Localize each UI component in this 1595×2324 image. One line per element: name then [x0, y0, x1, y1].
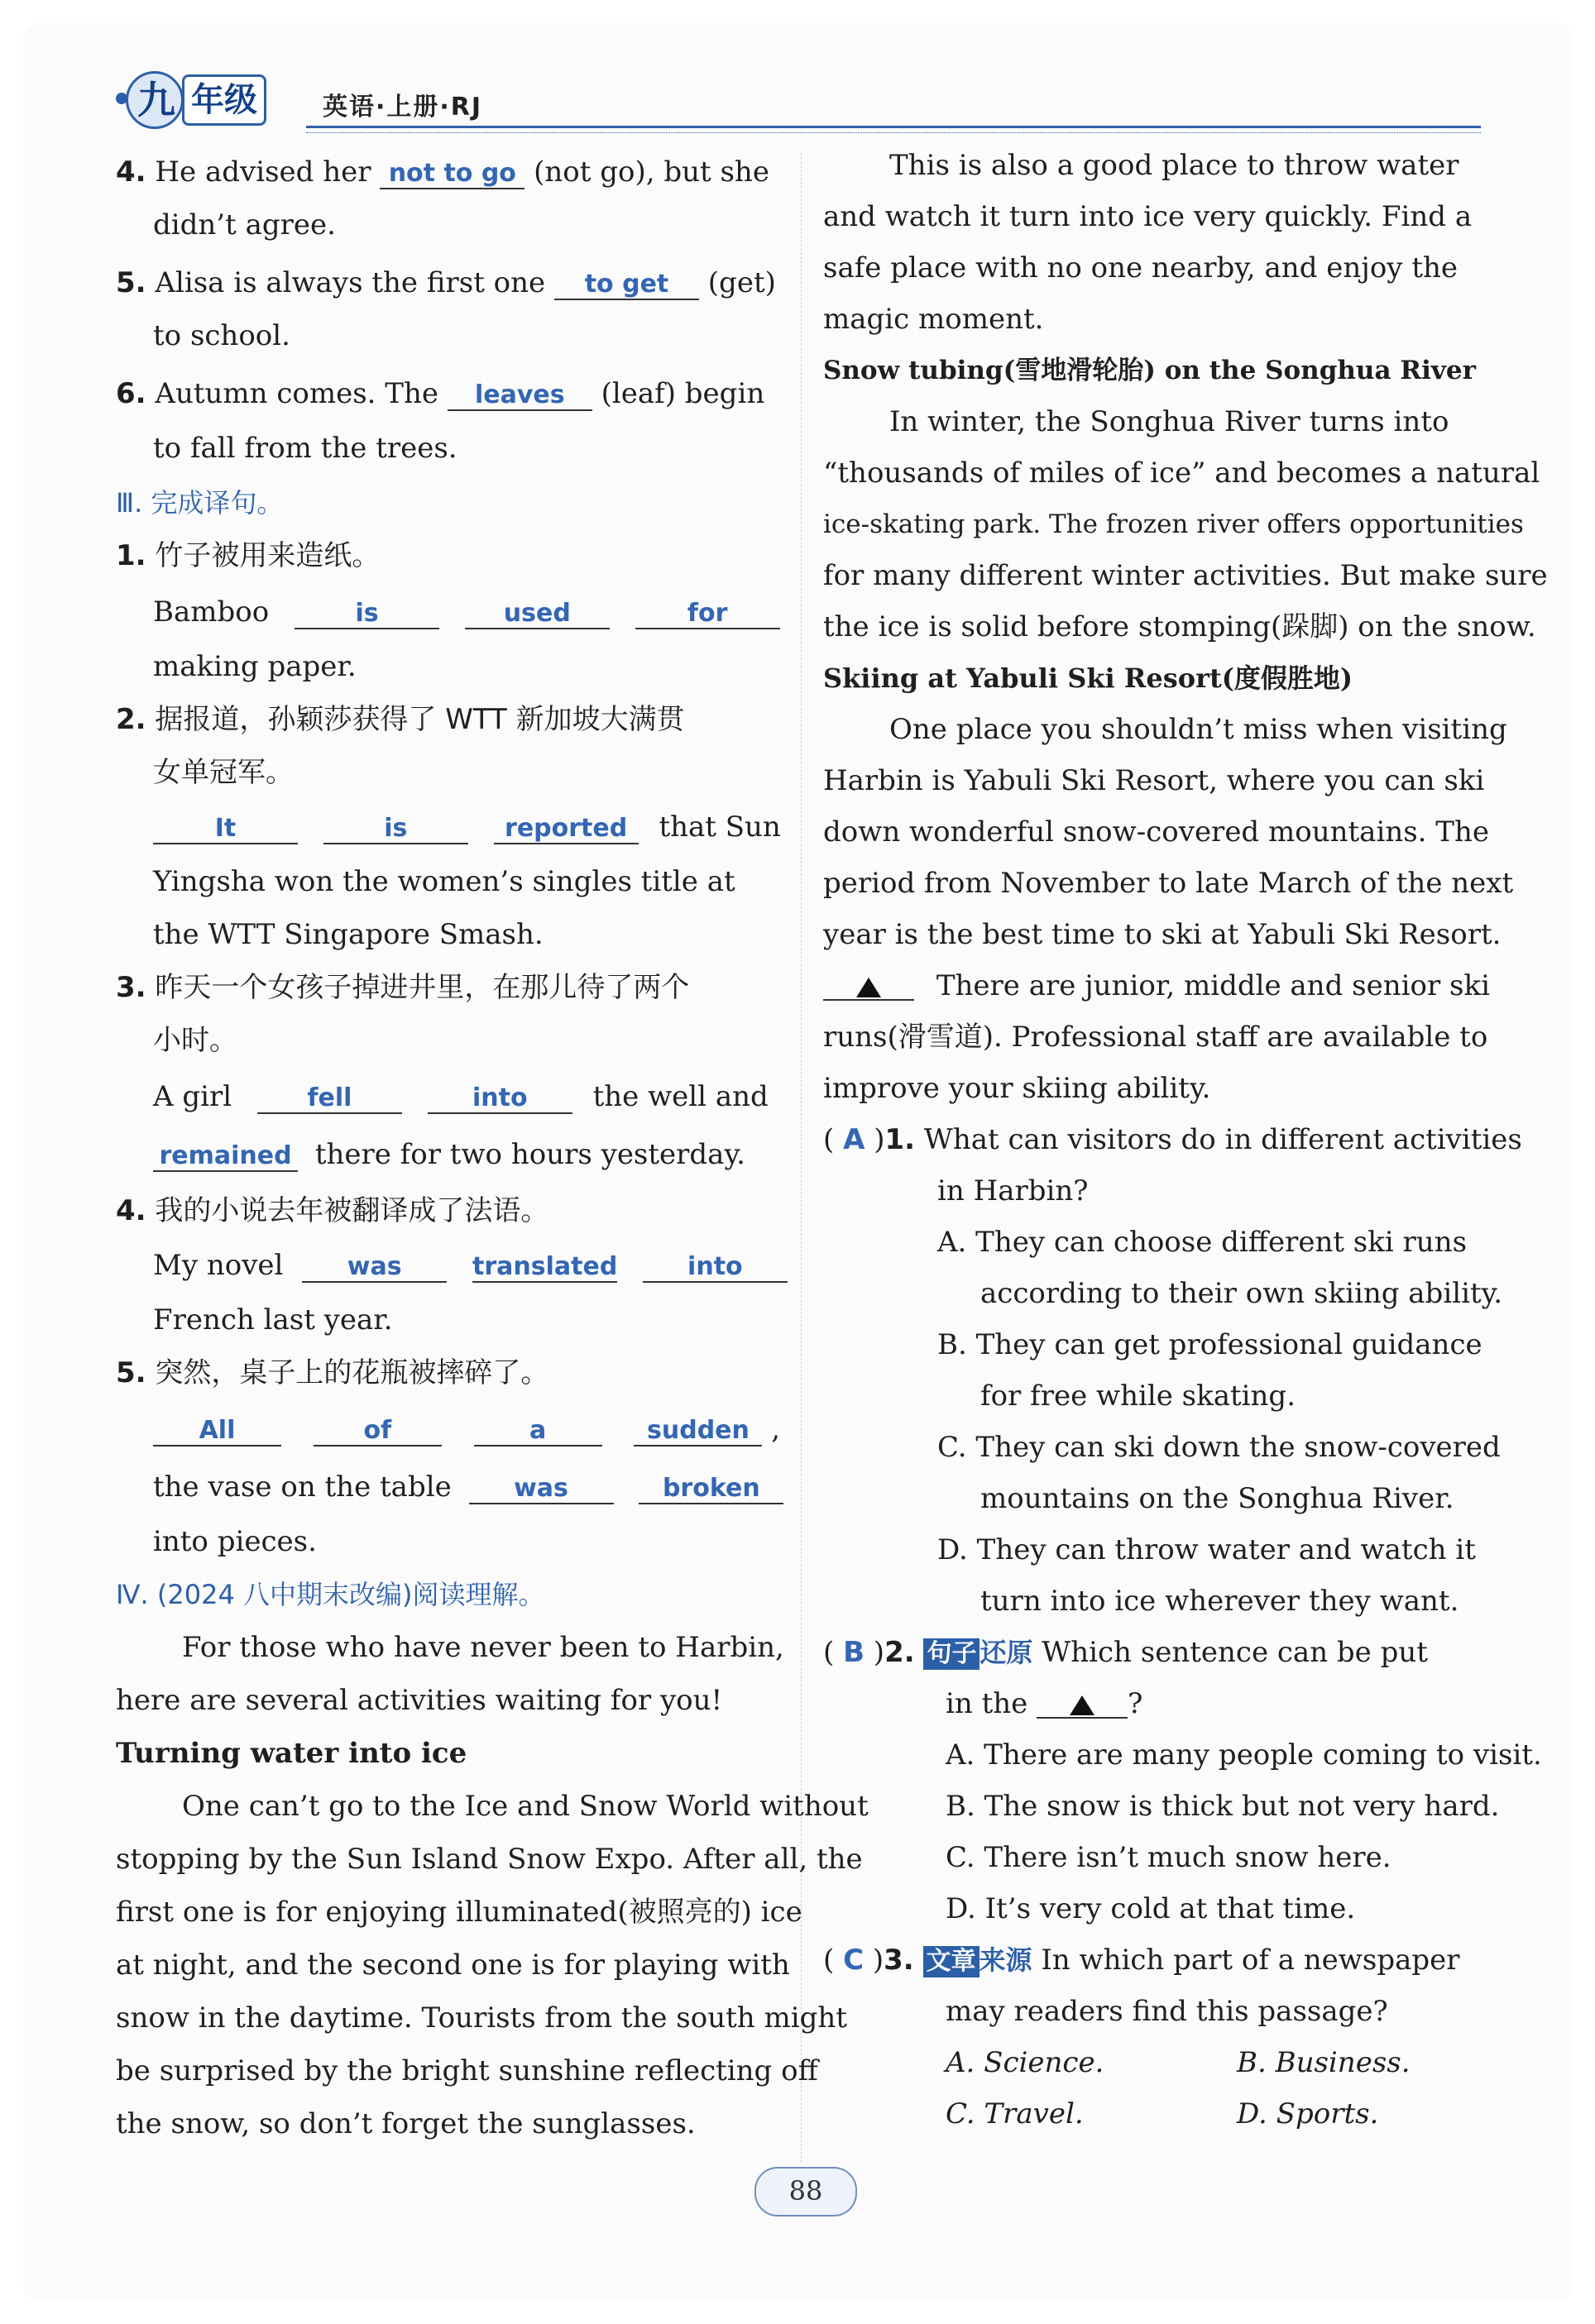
item-continuation: the WTT Singapore Smash.: [153, 918, 544, 951]
item-continuation: didn’t agree.: [153, 208, 336, 241]
item-number: 3.: [116, 971, 146, 1004]
chinese-sentence: 女单冠军。: [153, 756, 294, 789]
item-number: 5.: [116, 266, 146, 299]
passage-line-with-gap: [823, 969, 1490, 1002]
passage-line: at night, and the second one is for playing with: [116, 1949, 790, 1982]
option-text: C. Travel.: [946, 2097, 1084, 2130]
passage-heading: Skiing at Yabuli Ski Resort(度假胜地): [823, 662, 1353, 694]
question-stem: In which part of a newspaper: [1041, 1944, 1460, 1977]
item-text: there for two hours yesterday.: [314, 1138, 745, 1171]
chinese-sentence: 据报道，孙颖莎获得了 WTT 新加坡大满贯: [155, 703, 685, 736]
question-stem: What can visitors do in different activities: [923, 1123, 1522, 1156]
option-a: [946, 2046, 1104, 2079]
item-text: (get): [707, 266, 776, 299]
question-type-badge: 句子: [923, 1638, 980, 1670]
translate-item-5: [116, 1356, 548, 1389]
passage-line: the snow, so don’t forget the sunglasses.: [116, 2107, 696, 2140]
triangle-marker-icon: [1070, 1695, 1094, 1715]
sentence-gap: [823, 969, 914, 1001]
passage-line: improve your skiing ability.: [823, 1072, 1211, 1105]
question-stem-line: [946, 1687, 1142, 1720]
fill-item-5: [116, 266, 776, 300]
question-2: [823, 1636, 1428, 1670]
item-continuation: to school.: [153, 319, 290, 352]
passage-line: the ice is solid before stomping(跺脚) on the snow.: [823, 610, 1536, 643]
translate-item-3: [116, 971, 689, 1004]
answer-blank: leaves: [448, 381, 592, 411]
answer-blank: is: [295, 600, 439, 629]
passage-line: for many different winter activities. But make sure: [823, 559, 1548, 592]
option-c: C. There isn’t much snow here.: [946, 1841, 1391, 1874]
triangle-marker-icon: [856, 978, 881, 997]
question-number: 1.: [884, 1123, 916, 1156]
option-a-cont: according to their own skiing ability.: [980, 1277, 1503, 1310]
question-stem: may readers find this passage?: [946, 1995, 1388, 2028]
passage-line: down wonderful snow-covered mountains. The: [823, 815, 1489, 849]
option-b: B. The snow is thick but not very hard.: [946, 1790, 1500, 1823]
question-stem: Which sentence can be put: [1042, 1636, 1428, 1669]
passage-line: first one is for enjoying illuminated(被照亮的) ice: [116, 1896, 802, 1929]
header-dotted-rule: [306, 132, 1481, 133]
item-continuation: making paper.: [153, 650, 357, 683]
answer-blank: for: [635, 600, 780, 629]
answer-paren: ): [865, 1123, 885, 1156]
chinese-sentence: 竹子被用来造纸。: [155, 539, 381, 572]
question-answer: C: [843, 1944, 865, 1977]
answer-paren: (: [823, 1636, 844, 1669]
item-number: 5.: [116, 1356, 146, 1389]
answer-blank: is: [323, 815, 468, 844]
item-text: the vase on the table: [153, 1470, 452, 1504]
item-text: the well and: [592, 1080, 769, 1113]
passage-line: magic moment.: [823, 303, 1044, 336]
question-answer: B: [843, 1636, 865, 1669]
passage-line: period from November to late March of the next: [823, 867, 1514, 900]
translate-answer-line: [153, 595, 780, 629]
translate-answer-line: [153, 1249, 788, 1283]
item-text: A girl: [153, 1080, 232, 1113]
item-text: He advised her: [155, 155, 371, 189]
fill-item-6: [116, 377, 764, 411]
question-stem: ?: [1128, 1687, 1143, 1720]
answer-blank: into: [428, 1084, 572, 1114]
passage-line: snow in the daytime. Tourists from the south might: [116, 2001, 847, 2035]
grade-number: 九: [137, 78, 175, 122]
item-text: that Sun: [659, 811, 781, 844]
passage-line: In winter, the Songhua River turns into: [889, 405, 1449, 438]
answer-blank: not to go: [380, 160, 524, 189]
option-c: C. They can ski down the snow-covered: [937, 1431, 1501, 1464]
passage-intro: For those who have never been to Harbin,: [182, 1631, 784, 1664]
item-text: Alisa is always the first one: [155, 266, 546, 299]
translate-item-1: [116, 539, 380, 572]
option-d: D. It’s very cold at that time.: [946, 1892, 1356, 1925]
chinese-sentence: 我的小说去年被翻译成了法语。: [155, 1194, 549, 1227]
option-c: [946, 2097, 1084, 2130]
passage-line: year is the best time to ski at Yabuli Ski Resort.: [823, 918, 1502, 951]
answer-blank: remained: [153, 1142, 298, 1172]
passage-heading: Turning water into ice: [116, 1737, 467, 1770]
answer-blank: translated: [472, 1252, 618, 1281]
question-3: [823, 1944, 1460, 1977]
passage-line: “thousands of miles of ice” and becomes a natural: [823, 457, 1540, 490]
passage-line: safe place with no one nearby, and enjoy the: [823, 251, 1458, 285]
answer-paren: (: [823, 1123, 844, 1156]
grade-logo: [116, 66, 306, 132]
option-d: [1237, 2097, 1378, 2130]
item-continuation: to fall from the trees.: [153, 432, 457, 465]
answer-paren: (: [823, 1944, 844, 1977]
item-text: Bamboo: [153, 595, 270, 629]
answer-blank: It: [153, 815, 298, 844]
chinese-sentence: 小时。: [153, 1024, 237, 1057]
passage-text: There are junior, middle and senior ski: [936, 969, 1490, 1002]
answer-blank: All: [153, 1417, 281, 1447]
item-text: (not go), but she: [534, 155, 769, 189]
page-number: 88: [754, 2167, 857, 2216]
translate-answer-line: [153, 811, 781, 844]
question-type-label: 还原: [980, 1637, 1033, 1668]
item-number: 4.: [116, 155, 146, 189]
item-number: 2.: [116, 703, 146, 736]
option-c-cont: mountains on the Songhua River.: [980, 1482, 1454, 1515]
fill-item-4: [116, 155, 769, 189]
question-answer: A: [843, 1123, 865, 1156]
answer-paren: ): [864, 1944, 884, 1977]
translate-answer-line: [153, 1080, 769, 1114]
header-rule: [306, 126, 1481, 128]
option-text: A. Science.: [946, 2046, 1104, 2079]
answer-blank: was: [302, 1253, 447, 1283]
answer-blank: broken: [639, 1475, 783, 1504]
grade-label: 年级: [182, 74, 266, 126]
question-1: [823, 1123, 1522, 1156]
passage-line: ice-skating park. The frozen river offers opportunities: [823, 509, 1524, 539]
translate-answer-line: [153, 1413, 780, 1447]
passage-line: One place you shouldn’t miss when visiting: [889, 713, 1507, 746]
item-text: Autumn comes. The: [155, 377, 438, 410]
translate-item-2: [116, 703, 685, 736]
answer-blank: used: [465, 600, 610, 629]
chinese-sentence: 突然，桌子上的花瓶被摔碎了。: [155, 1356, 549, 1389]
sentence-gap: [1037, 1687, 1128, 1719]
page-header: [116, 66, 1481, 141]
option-b: [1237, 2046, 1411, 2079]
answer-blank: of: [314, 1417, 442, 1447]
passage-intro: here are several activities waiting for you!: [116, 1684, 723, 1717]
chinese-sentence: 昨天一个女孩子掉进井里，在那儿待了两个: [155, 971, 690, 1004]
item-number: 1.: [116, 539, 146, 572]
section-title: Ⅳ. (2024 八中期末改编)阅读理解。: [116, 1579, 545, 1610]
option-b-cont: for free while skating.: [980, 1380, 1296, 1413]
option-d-cont: turn into ice wherever they want.: [980, 1585, 1459, 1618]
answer-blank: to get: [554, 270, 699, 300]
passage-line: stopping by the Sun Island Snow Expo. After all, the: [116, 1843, 863, 1876]
item-continuation: Yingsha won the women’s singles title at: [153, 865, 735, 898]
answer-blank: fell: [257, 1084, 402, 1114]
item-text: (leaf) begin: [601, 377, 765, 410]
option-text: B. Business.: [1237, 2046, 1411, 2079]
question-stem: in Harbin?: [937, 1174, 1089, 1207]
option-a: A. There are many people coming to visit.: [946, 1738, 1542, 1772]
section-title: Ⅲ. 完成译句。: [116, 487, 284, 519]
passage-line: and watch it turn into ice very quickly. Find a: [823, 200, 1473, 233]
item-continuation: French last year.: [153, 1303, 393, 1337]
question-number: 2.: [884, 1636, 915, 1669]
option-b: B. They can get professional guidance: [937, 1328, 1482, 1361]
option-a: A. They can choose different ski runs: [937, 1226, 1468, 1259]
question-type-badge: 文章: [923, 1946, 980, 1977]
item-number: 4.: [116, 1194, 146, 1227]
item-continuation: into pieces.: [153, 1525, 317, 1558]
answer-blank: sudden: [634, 1417, 762, 1447]
passage-line: be surprised by the bright sunshine reflecting off: [116, 2054, 818, 2087]
punctuation: ,: [771, 1413, 781, 1446]
answer-blank: reported: [494, 815, 639, 844]
passage-line: Harbin is Yabuli Ski Resort, where you can ski: [823, 764, 1485, 797]
translate-item-4: [116, 1194, 548, 1227]
option-text: D. Sports.: [1237, 2097, 1379, 2130]
passage-line: runs(滑雪道). Professional staff are available to: [823, 1021, 1488, 1054]
question-type-label: 来源: [979, 1944, 1032, 1976]
answer-blank: into: [643, 1253, 788, 1283]
translate-answer-line: [153, 1470, 783, 1504]
item-text: My novel: [153, 1249, 284, 1282]
answer-paren: ): [865, 1636, 885, 1669]
question-stem: in the: [946, 1687, 1028, 1720]
option-d: D. They can throw water and watch it: [937, 1533, 1476, 1566]
translate-answer-line: [153, 1138, 745, 1172]
answer-blank: was: [469, 1475, 614, 1504]
question-number: 3.: [884, 1944, 914, 1977]
subject-label: 英语·上册·RJ: [323, 93, 483, 122]
item-number: 6.: [116, 377, 146, 410]
passage-line: One can’t go to the Ice and Snow World without: [182, 1790, 869, 1823]
answer-blank: a: [474, 1417, 602, 1447]
passage-line: This is also a good place to throw water: [889, 149, 1459, 182]
passage-heading: Snow tubing(雪地滑轮胎) on the Songhua River: [823, 356, 1476, 385]
